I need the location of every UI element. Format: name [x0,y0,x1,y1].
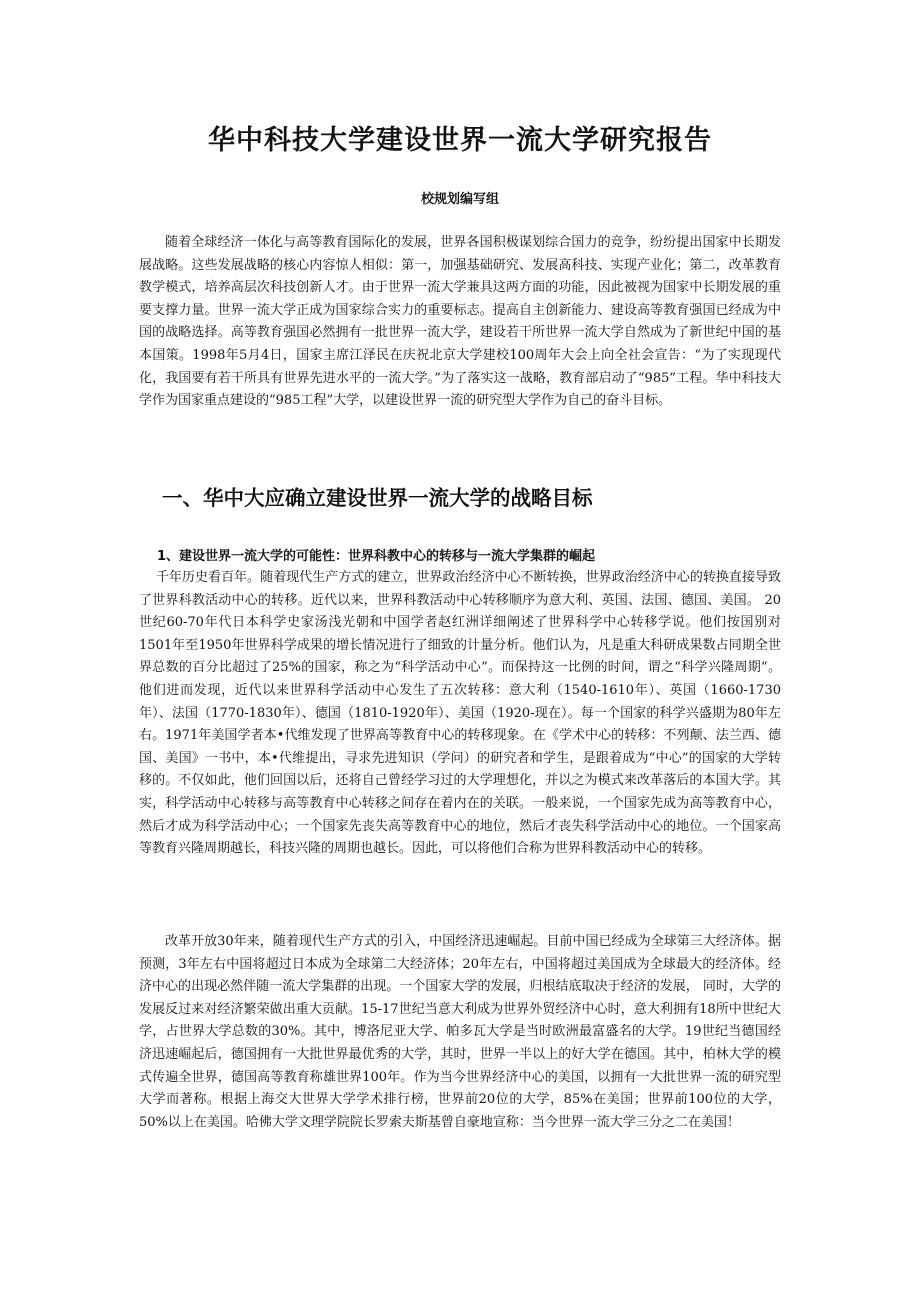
body-paragraph-1: 千年历史看百年。随着现代生产方式的建立，世界政治经济中心不断转换，世界政治经济中心的转换直接导致了世界科教活动中心的转移。近代以来，世界科教活动中心转移顺序为意大利、英国、法国、德国、美国。 20世纪60-70年代日本科学史家汤浅光朝和中国学者赵红洲详细阐述了世界科学中心转移学说。他们按国别对1501年至1950年世界科学成果的增长情况进行了细致的计量分析。他们认为，凡是重大科研成果数占同期全世界总数的百分比超过了25%的国家，称之为“科学活动中心”。而保持这一比例的时间，谓之“科学兴隆周期”。 他们进而发现，近代以来世界科学活动中心发生了五次转移：意大利（1540-1610年）、英国（1660-1730年）、法国（1770-1830年）、德国（1810-1920年）、美国（1920-现在）。每一个国家的科学兴盛期为80年左右。1971年美国学者本•代维发现了世界高等教育中心的转移现象。在《学术中心的转移：不列颠、法兰西、德国、美国》一书中，本•代维提出，寻求先进知识（学问）的研究者和学生，是跟着成为“中心”的国家的大学转移的。不仅如此，他们回国以后，还将自己曾经学习过的大学理想化，并以之为模式来改革落后的本国大学。其实，科学活动中心转移与高等教育中心转移之间存在着内在的关联。一般来说，一个国家先成为高等教育中心，然后才成为科学活动中心；一个国家先丧失高等教育中心的地位，然后才丧失科学活动中心的地位。一个国家高等教育兴隆周期越长，科技兴隆的周期也越长。因此，可以将他们合称为世界科教活动中心的转移。 [139,570,781,857]
intro-paragraph: 随着全球经济一体化与高等教育国际化的发展，世界各国积极谋划综合国力的竞争，纷纷提出国家中长期发展战略。这些发展战略的核心内容惊人相似：第一，加强基础研究、发展高科技、实现产业化；第二，改革教育教学模式，培养高层次科技创新人才。由于世界一流大学兼具这两方面的功能，因此被视为国家中长期发展的重要支撑力量。世界一流大学正成为国家综合实力的重要标志。提高自主创新能力、建设高等教育强国已经成为中国的战略选择。高等教育强国必然拥有一批世界一流大学，建设若干所世界一流大学自然成为了新世纪中国的基本国策。1998年5月4日，国家主席江泽民在庆祝北京大学建校100周年大会上向全社会宣告：“为了实现现代化，我国要有若干所具有世界先进水平的一流大学。”为了落实这一战略，教育部启动了“985”工程。华中科技大学作为国家重点建设的“985工程”大学，以建设世界一流的研究型大学作为自己的奋斗目标。 [139,235,781,409]
subsection-heading: 1、建设世界一流大学的可能性：世界科教中心的转移与一流大学集群的崛起 [157,549,596,564]
document-title: 华中科技大学建设世界一流大学研究报告 [208,125,712,156]
section-heading: 一、华中大应确立建设世界一流大学的战略目标 [162,486,593,510]
body-paragraph-2: 改革开放30年来，随着现代生产方式的引入，中国经济迅速崛起。目前中国已经成为全球第三大经济体。据预测，3年左右中国将超过日本成为全球第二大经济体；20年左右，中国将超过美国成为全球最大的经济体。经济中心的出现必然伴随一流大学集群的出现。一个国家大学的发展，归根结底取决于经济的发展， 同时，大学的发展反过来对经济繁荣做出重大贡献。15-17世纪当意大利成为世界外贸经济中心时，意大利拥有18所中世纪大学，占世界大学总数的30%。其中，博洛尼亚大学、帕多瓦大学是当时欧洲最富盛名的大学。19世纪当德国经济迅速崛起后，德国拥有一大批世界最优秀的大学，其时，世界一半以上的好大学在德国。其中，柏林大学的模式传遍全世界，德国高等教育称雄世界100年。作为当今世界经济中心的美国，以拥有一大批世界一流的研究型大学而著称。根据上海交大世界大学学术排行榜，世界前20位的大学，85%在美国；世界前100位的大学，50%以上在美国。哈佛大学文理学院院长罗索夫斯基曾自豪地宣称：当今世界一流大学三分之二在美国！ [139,934,781,1130]
document-author: 校规划编写组 [420,192,499,207]
